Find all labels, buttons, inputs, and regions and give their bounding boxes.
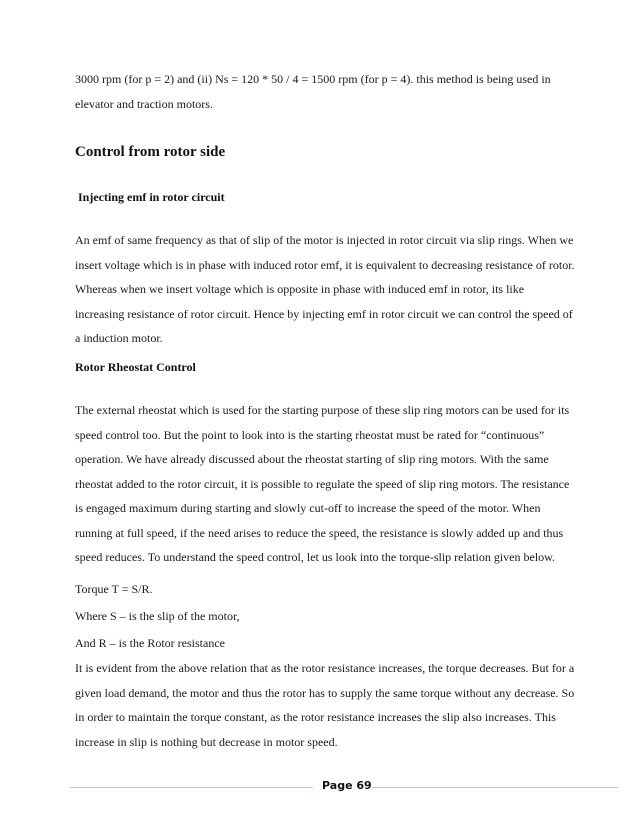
intro-paragraph: 3000 rpm (for p = 2) and (ii) Ns = 120 * 50 / 4 = 1500 rpm (for p = 4). this method is being used in elevator and traction motors. bbox=[75, 72, 551, 111]
heading-rotor-rheostat-control: Rotor Rheostat Control bbox=[75, 360, 196, 374]
page-number: Page 69 bbox=[322, 779, 372, 792]
emf-paragraph: An emf of same frequency as that of slip of the motor is injected in rotor circuit via slip rings. When we insert voltage which is in phase with induced rotor emf, it is equivalent to decreasing resistance of rotor. Whereas when we insert voltage which is opposite in phase with induced emf in rotor, its like increasing resistance of rotor circuit. Hence by injecting emf in rotor circuit we can control the speed of a induction motor. bbox=[75, 233, 575, 345]
heading-injecting-emf: Injecting emf in rotor circuit bbox=[78, 190, 225, 204]
footer-rule-left bbox=[70, 787, 313, 788]
heading-control-rotor-side: Control from rotor side bbox=[75, 144, 226, 160]
resistance-definition: And R – is the Rotor resistance bbox=[75, 636, 225, 650]
slip-definition: Where S – is the slip of the motor, bbox=[75, 609, 240, 623]
footer-rule-right bbox=[372, 787, 618, 788]
conclusion-paragraph: It is evident from the above relation that as the rotor resistance increases, the torque decreases. But for a given load demand, the motor and thus the rotor has to supply the same torque without any decrease. So in order to maintain the torque constant, as the rotor resistance increases the slip also increases. This increase in slip is nothing but decrease in motor speed. bbox=[75, 661, 575, 749]
torque-equation: Torque T = S/R. bbox=[75, 582, 153, 596]
rheostat-paragraph: The external rheostat which is used for the starting purpose of these slip ring motors can be used for its speed control too. But the point to look into is the starting rheostat must be rated for “continuous” operation. We have already discussed about the rheostat starting of slip ring motors. With the same rheostat added to the rotor circuit, it is possible to regulate the speed of slip ring motors. The resistance is engaged maximum during starting and slowly cut-off to increase the speed of the motor. When running at full speed, if the need arises to reduce the speed, the resistance is slowly added up and thus speed reduces. To understand the speed control, let us look into the torque-slip relation given below. bbox=[75, 403, 570, 564]
